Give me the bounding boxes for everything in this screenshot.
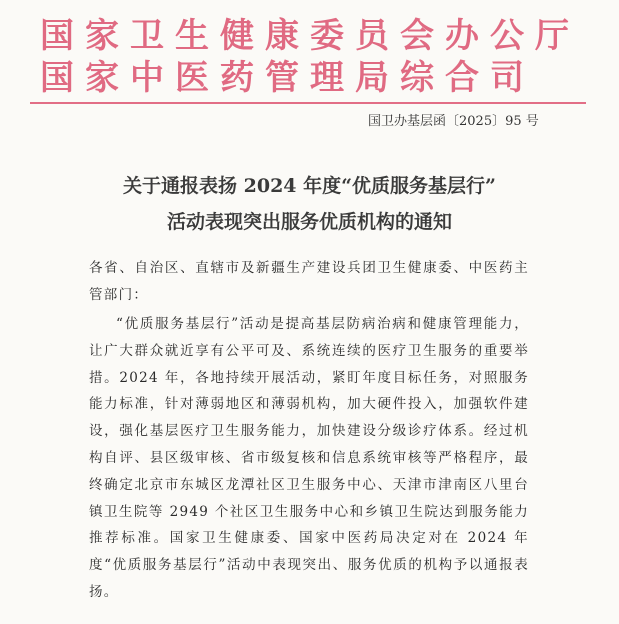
document-number: 国卫办基层函〔2025〕95 号 <box>368 114 539 129</box>
issuer-header-line-1: 国家卫生健康委员会办公厅 <box>40 16 580 56</box>
document-title-line-2: 活动表现突出服务优质机构的通知 <box>166 211 452 233</box>
issuer-header-line-2: 国家中医药管理局综合司 <box>40 58 535 98</box>
body-paragraph: “优质服务基层行”活动是提高基层防病治病和健康管理能力，让广大群众就近享有公平可及、系统连续的医疗卫生服务的重要举措。2024 年，各地持续开展活动，紧盯年度目标任务，对照服务能力标准，针对薄弱地区和薄弱机构，加大硬件投入，加强软件建设，强化基层医疗卫生服务能力，加快建设分级诊疗体系。经过机构自评、县区级审核、省市级复核和信息系统审核等严格程序，最终确定北京市东城区龙潭社区卫生服务中心、天津市津南区八里台镇卫生院等 2949 个社区卫生服务中心和乡镇卫生院达到服务能力推荐标准。国家卫生健康委、国家中医药局决定对在 2024 年度“优质服务基层行”活动中表现突出、服务优质的机构予以通报表扬。 <box>89 316 529 600</box>
document-title-line-1: 关于通报表扬 2024 年度“优质服务基层行” <box>123 175 496 197</box>
red-divider-rule <box>30 102 586 104</box>
addressee: 各省、自治区、直辖市及新疆生产建设兵团卫生健康委、中医药主管部门： <box>89 260 529 303</box>
